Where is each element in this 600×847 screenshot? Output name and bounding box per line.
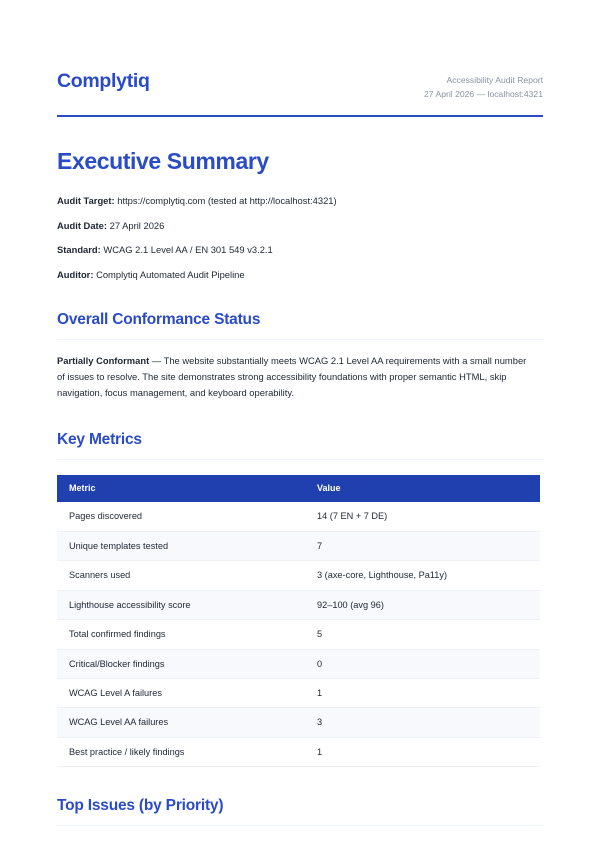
conformance-heading: Overall Conformance Status [57, 311, 261, 329]
meta-audit-date-value: 27 April 2026 [109, 219, 165, 231]
table-row [57, 531, 540, 560]
key-metrics-heading-divider [57, 459, 543, 460]
top-issues-heading-divider [57, 825, 543, 826]
key-metrics-table-head [57, 475, 540, 503]
conformance-paragraph [57, 353, 527, 402]
cell-value: 5 [305, 620, 540, 649]
meta-standard-label: Standard: [57, 244, 101, 256]
cell-metric: Lighthouse accessibility score [57, 590, 305, 619]
cell-value: 1 [305, 678, 540, 707]
table-row [57, 502, 540, 531]
section-top-issues [57, 796, 543, 825]
page-title: Executive Summary [57, 148, 269, 175]
cell-metric: Critical/Blocker findings [57, 649, 305, 678]
conformance-heading-divider [57, 339, 543, 340]
column-header-value: Value [305, 475, 540, 503]
cell-metric: WCAG Level A failures [57, 678, 305, 707]
meta-auditor [57, 268, 543, 282]
meta-standard [57, 243, 543, 257]
cell-value: 92–100 (avg 96) [305, 590, 540, 619]
column-header-metric: Metric [57, 475, 305, 503]
cell-metric: Best practice / likely findings [57, 737, 305, 766]
table-row [57, 708, 540, 737]
cell-value: 7 [305, 531, 540, 560]
cell-metric: Total confirmed findings [57, 620, 305, 649]
header-report-type: Accessibility Audit Report [446, 75, 543, 85]
table-header-row [57, 475, 540, 503]
cell-metric: Unique templates tested [57, 531, 305, 560]
meta-auditor-label: Auditor: [57, 268, 94, 280]
report-header [57, 0, 543, 101]
meta-auditor-value: Complytiq Automated Audit Pipeline [96, 268, 245, 280]
meta-audit-target-value: https://complytiq.com (tested at http://localhost:4321) [117, 194, 337, 206]
table-row [57, 620, 540, 649]
conformance-status-badge: Partially Conformant [57, 354, 150, 366]
conformance-body-text: — The website substantially meets WCAG 2.1 Level AA requirements with a small number of issues to resolve. The site demonstrates strong accessibility foundations with proper semantic HTML, skip navigation, focus management, and keyboard operability. [57, 354, 527, 399]
audit-metadata-list [57, 194, 543, 282]
cell-value: 1 [305, 737, 540, 766]
cell-metric: Pages discovered [57, 502, 305, 531]
section-conformance [57, 310, 543, 401]
brand-logo: Complytiq [57, 70, 150, 92]
header-divider [57, 115, 543, 117]
section-key-metrics [57, 430, 543, 767]
cell-value: 3 (axe-core, Lighthouse, Pa11y) [305, 561, 540, 590]
key-metrics-heading: Key Metrics [57, 431, 142, 449]
cell-value: 3 [305, 708, 540, 737]
table-row [57, 561, 540, 590]
meta-audit-target [57, 194, 543, 208]
header-date-host: 27 April 2026 — localhost:4321 [424, 89, 543, 100]
key-metrics-table-body [57, 502, 540, 766]
cell-value: 0 [305, 649, 540, 678]
cell-metric: WCAG Level AA failures [57, 708, 305, 737]
meta-audit-date-label: Audit Date: [57, 219, 107, 231]
cell-value: 14 (7 EN + 7 DE) [305, 502, 540, 531]
table-row [57, 649, 540, 678]
meta-standard-value: WCAG 2.1 Level AA / EN 301 549 v3.2.1 [103, 244, 273, 256]
meta-audit-target-label: Audit Target: [57, 194, 115, 206]
header-metadata [424, 70, 543, 101]
key-metrics-table [57, 475, 540, 767]
table-row [57, 590, 540, 619]
meta-audit-date [57, 219, 543, 233]
top-issues-heading: Top Issues (by Priority) [57, 797, 224, 815]
table-row [57, 737, 540, 766]
table-row [57, 678, 540, 707]
cell-metric: Scanners used [57, 561, 305, 590]
